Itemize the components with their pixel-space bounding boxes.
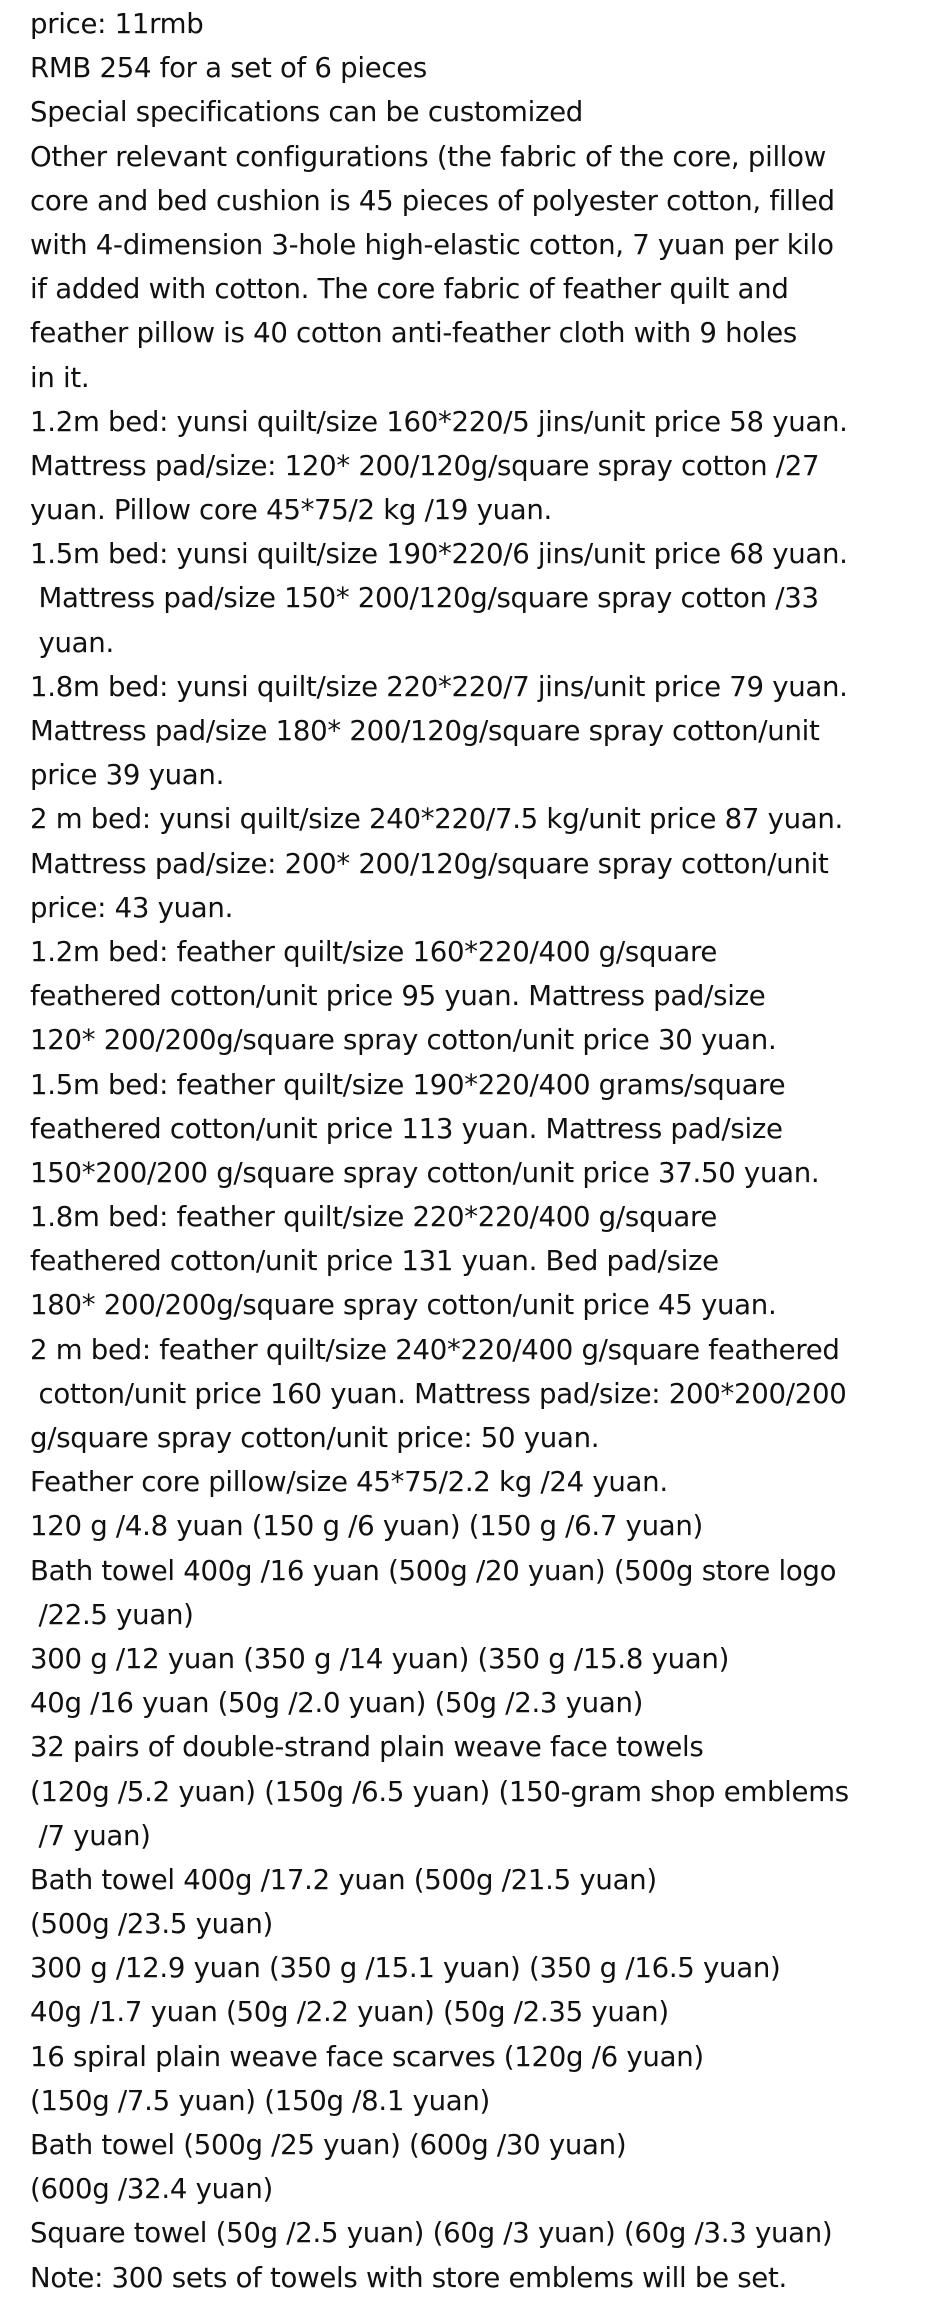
text-line: /22.5 yuan) xyxy=(30,1597,194,1631)
text-line: 2 m bed: yunsi quilt/size 240*220/7.5 kg/unit price 87 yuan. xyxy=(30,802,844,836)
text-line: 120* 200/200g/square spray cotton/unit price 30 yuan. xyxy=(30,1023,777,1057)
text-line: feathered cotton/unit price 113 yuan. Mattress pad/size xyxy=(30,1111,783,1145)
text-line: core and bed cushion is 45 pieces of polyester cotton, filled xyxy=(30,183,835,217)
text-line: 120 g /4.8 yuan (150 g /6 yuan) (150 g /6.7 yuan) xyxy=(30,1509,704,1543)
text-line: 1.8m bed: feather quilt/size 220*220/400 g/square xyxy=(30,1200,718,1234)
text-line: 300 g /12 yuan (350 g /14 yuan) (350 g /15.8 yuan) xyxy=(30,1641,730,1675)
text-line: 1.8m bed: yunsi quilt/size 220*220/7 jins/unit price 79 yuan. xyxy=(30,669,848,703)
text-line: (150g /7.5 yuan) (150g /8.1 yuan) xyxy=(30,2083,491,2117)
text-line: 300 g /12.9 yuan (350 g /15.1 yuan) (350 g /16.5 yuan) xyxy=(30,1951,781,1985)
text-line: /7 yuan) xyxy=(30,1818,151,1852)
text-line: (600g /32.4 yuan) xyxy=(30,2172,274,2206)
text-line: feather pillow is 40 cotton anti-feather cloth with 9 holes xyxy=(30,316,797,350)
text-line: in it. xyxy=(30,360,90,394)
text-line: if added with cotton. The core fabric of feather quilt and xyxy=(30,272,789,306)
text-line: Square towel (50g /2.5 yuan) (60g /3 yuan) (60g /3.3 yuan) xyxy=(30,2216,833,2250)
text-line: 32 pairs of double-strand plain weave face towels xyxy=(30,1730,704,1764)
text-line: price 39 yuan. xyxy=(30,758,225,792)
text-line: price: 43 yuan. xyxy=(30,890,234,924)
text-line: Mattress pad/size: 120* 200/120g/square spray cotton /27 xyxy=(30,448,820,482)
text-line: Mattress pad/size 150* 200/120g/square spray cotton /33 xyxy=(30,581,819,615)
text-line: 1.5m bed: feather quilt/size 190*220/400 grams/square xyxy=(30,1067,786,1101)
text-line: Other relevant configurations (the fabric of the core, pillow xyxy=(30,139,827,173)
text-line: yuan. Pillow core 45*75/2 kg /19 yuan. xyxy=(30,493,553,527)
text-line: yuan. xyxy=(30,625,114,659)
text-line: 1.5m bed: yunsi quilt/size 190*220/6 jins/unit price 68 yuan. xyxy=(30,537,848,571)
text-line: g/square spray cotton/unit price: 50 yuan. xyxy=(30,1421,600,1454)
text-line: cotton/unit price 160 yuan. Mattress pad/size: 200*200/200 xyxy=(30,1376,847,1410)
text-line: Mattress pad/size 180* 200/120g/square spray cotton/unit xyxy=(30,714,820,747)
text-line: (120g /5.2 yuan) (150g /6.5 yuan) (150-gram shop emblems xyxy=(30,1774,849,1808)
text-line: RMB 254 for a set of 6 pieces xyxy=(30,51,427,85)
text-line: 40g /1.7 yuan (50g /2.2 yuan) (50g /2.35 yuan) xyxy=(30,1995,669,2029)
text-line: feathered cotton/unit price 95 yuan. Mattress pad/size xyxy=(30,979,766,1013)
text-line: Bath towel 400g /16 yuan (500g /20 yuan) (500g store logo xyxy=(30,1553,837,1587)
text-line: 150*200/200 g/square spray cotton/unit price 37.50 yuan. xyxy=(30,1155,820,1189)
text-line: Bath towel 400g /17.2 yuan (500g /21.5 yuan) xyxy=(30,1862,657,1896)
text-line: feathered cotton/unit price 131 yuan. Bed pad/size xyxy=(30,1244,719,1278)
text-line: 2 m bed: feather quilt/size 240*220/400 g/square feathered xyxy=(30,1332,840,1366)
text-line: Feather core pillow/size 45*75/2.2 kg /24 yuan. xyxy=(30,1465,668,1499)
text-line: 1.2m bed: yunsi quilt/size 160*220/5 jins/unit price 58 yuan. xyxy=(30,404,848,438)
text-line: Mattress pad/size: 200* 200/120g/square spray cotton/unit xyxy=(30,846,829,880)
text-line: Bath towel (500g /25 yuan) (600g /30 yuan) xyxy=(30,2128,627,2161)
text-line: 40g /16 yuan (50g /2.0 yuan) (50g /2.3 yuan) xyxy=(30,1686,644,1720)
text-line: with 4-dimension 3-hole high-elastic cotton, 7 yuan per kilo xyxy=(30,227,834,261)
text-line: Note: 300 sets of towels with store emblems will be set. xyxy=(30,2260,787,2294)
text-line: 1.2m bed: feather quilt/size 160*220/400 g/square xyxy=(30,934,718,968)
text-line: (500g /23.5 yuan) xyxy=(30,1907,274,1941)
text-line: 16 spiral plain weave face scarves (120g /6 yuan) xyxy=(30,2039,704,2073)
text-line: Special specifications can be customized xyxy=(30,95,584,129)
text-line: price: 11rmb xyxy=(30,7,204,40)
text-line: 180* 200/200g/square spray cotton/unit price 45 yuan. xyxy=(30,1288,777,1322)
